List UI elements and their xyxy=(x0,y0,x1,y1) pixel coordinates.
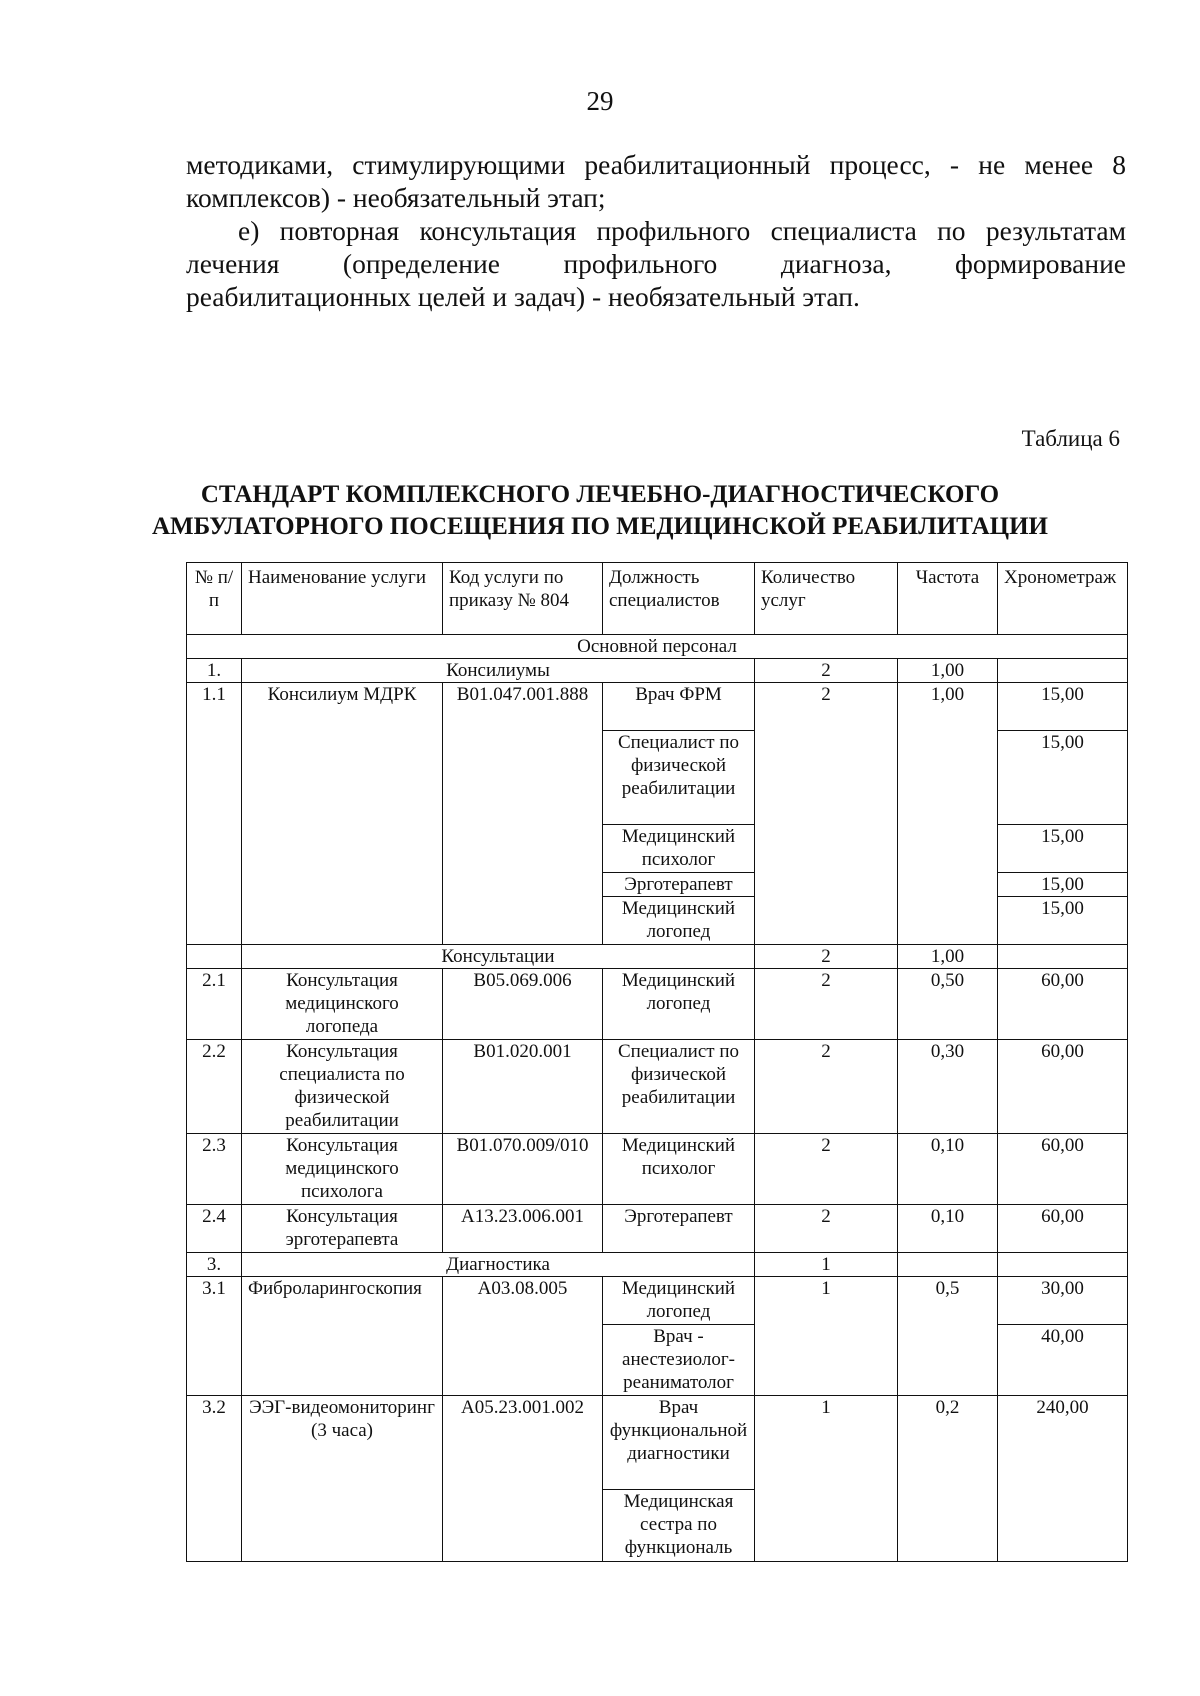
header-service-name: Наименование услуги xyxy=(242,563,443,635)
cell-position: Специалист по физической реабилитации xyxy=(603,1040,755,1134)
cell-frequency: 0,10 xyxy=(898,1205,998,1253)
cell-timing: 60,00 xyxy=(998,969,1128,1040)
paragraph-line: методиками, стимулирующими реабилитационный процесс, - не менее 8 xyxy=(186,149,1126,180)
header-num: № п/ п xyxy=(187,563,242,635)
cell-frequency: 0,50 xyxy=(898,969,998,1040)
cell-service-code: B01.070.009/010 xyxy=(443,1134,603,1205)
cell-group-name: Консультации xyxy=(242,945,755,969)
cell-quantity: 1 xyxy=(755,1396,898,1562)
cell-timing: 15,00 xyxy=(998,825,1128,873)
cell-service-name: Консультация специалиста по физической реабилитации xyxy=(242,1040,443,1134)
cell-frequency: 1,00 xyxy=(898,659,998,683)
paragraph-line: комплексов) - необязательный этап; xyxy=(186,182,606,213)
cell-quantity: 1 xyxy=(755,1253,898,1277)
title-line: СТАНДАРТ КОМПЛЕКСНОГО ЛЕЧЕБНО-ДИАГНОСТИЧЕСКОГО xyxy=(200,481,1000,508)
cell-position: Медицинская сестра по функциональ xyxy=(603,1490,755,1562)
cell-num: 2.4 xyxy=(187,1205,242,1253)
cell-service-code: A05.23.001.002 xyxy=(443,1396,603,1562)
cell-position: Медицинский логопед xyxy=(603,1277,755,1325)
table-row xyxy=(187,1277,1128,1325)
cell-timing: 15,00 xyxy=(998,731,1128,825)
cell-quantity: 2 xyxy=(755,969,898,1040)
cell-service-code: B01.020.001 xyxy=(443,1040,603,1134)
group-row xyxy=(187,1253,1128,1277)
cell-position: Врач функциональной диагностики xyxy=(603,1396,755,1490)
group-row xyxy=(187,945,1128,969)
header-position: Должность специалистов xyxy=(603,563,755,635)
cell-num: 2.1 xyxy=(187,969,242,1040)
paragraph-continuation xyxy=(186,148,1126,214)
cell-timing: 40,00 xyxy=(998,1325,1128,1396)
cell-num: 1.1 xyxy=(187,683,242,945)
paragraph-line: лечения (определение профильного диагноза, формирование xyxy=(186,248,1126,279)
cell-service-code: A03.08.005 xyxy=(443,1277,603,1396)
table-row xyxy=(187,1134,1128,1205)
cell-service-name: Консилиум МДРК xyxy=(242,683,443,945)
table-row xyxy=(187,1040,1128,1134)
document-title xyxy=(0,479,1200,543)
cell-quantity: 2 xyxy=(755,659,898,683)
paragraph-line: реабилитационных целей и задач) - необязательный этап. xyxy=(186,281,860,312)
cell-empty xyxy=(998,1253,1128,1277)
paragraph-line: е) повторная консультация профильного специалиста по результатам xyxy=(238,215,1126,246)
cell-frequency: 0,5 xyxy=(898,1277,998,1396)
group-row xyxy=(187,659,1128,683)
table-row xyxy=(187,1205,1128,1253)
cell-service-code: B05.069.006 xyxy=(443,969,603,1040)
cell-position: Медицинский психолог xyxy=(603,1134,755,1205)
table-row xyxy=(187,969,1128,1040)
cell-num: 2.2 xyxy=(187,1040,242,1134)
cell-frequency: 0,2 xyxy=(898,1396,998,1562)
cell-group-name: Консилиумы xyxy=(242,659,755,683)
cell-empty xyxy=(898,1253,998,1277)
cell-group-name: Диагностика xyxy=(242,1253,755,1277)
cell-service-name: Консультация медицинского логопеда xyxy=(242,969,443,1040)
cell-service-name: ЭЭГ-видеомониторинг (3 часа) xyxy=(242,1396,443,1562)
cell-service-name: Консультация медицинского психолога xyxy=(242,1134,443,1205)
cell-frequency: 1,00 xyxy=(898,945,998,969)
header-timing: Хронометраж xyxy=(998,563,1128,635)
cell-empty xyxy=(998,659,1128,683)
header-service-code: Код услуги по приказу № 804 xyxy=(443,563,603,635)
cell-position: Эрготерапевт xyxy=(603,873,755,897)
cell-service-name: Фиброларингоскопия xyxy=(242,1277,443,1396)
header-quantity: Количество услуг xyxy=(755,563,898,635)
title-line: АМБУЛАТОРНОГО ПОСЕЩЕНИЯ ПО МЕДИЦИНСКОЙ РЕАБИЛИТАЦИИ xyxy=(152,513,1048,540)
paragraph-item-e xyxy=(186,214,1126,313)
cell-quantity: 1 xyxy=(755,1277,898,1396)
cell-timing: 15,00 xyxy=(998,873,1128,897)
cell-num: 1. xyxy=(187,659,242,683)
cell-quantity: 2 xyxy=(755,683,898,945)
cell-quantity: 2 xyxy=(755,1205,898,1253)
cell-frequency: 1,00 xyxy=(898,683,998,945)
cell-timing: 15,00 xyxy=(998,683,1128,731)
cell-service-code: A13.23.006.001 xyxy=(443,1205,603,1253)
cell-service-name: Консультация эрготерапевта xyxy=(242,1205,443,1253)
header-frequency: Частота xyxy=(898,563,998,635)
cell-timing: 60,00 xyxy=(998,1134,1128,1205)
cell-num: 3. xyxy=(187,1253,242,1277)
cell-position: Медицинский логопед xyxy=(603,969,755,1040)
cell-empty xyxy=(187,945,242,969)
cell-num: 3.2 xyxy=(187,1396,242,1562)
cell-position: Врач ФРМ xyxy=(603,683,755,731)
section-main-staff: Основной персонал xyxy=(187,635,1128,659)
page-number: 29 xyxy=(586,86,614,116)
cell-timing: 60,00 xyxy=(998,1205,1128,1253)
cell-position: Врач - анестезиолог-реаниматолог xyxy=(603,1325,755,1396)
cell-position: Эрготерапевт xyxy=(603,1205,755,1253)
cell-position: Медицинский психолог xyxy=(603,825,755,873)
section-row xyxy=(187,635,1128,659)
cell-position: Специалист по физической реабилитации xyxy=(603,731,755,825)
cell-timing: 30,00 xyxy=(998,1277,1128,1325)
cell-position: Медицинский логопед xyxy=(603,897,755,945)
table-row xyxy=(187,683,1128,731)
table-caption: Таблица 6 xyxy=(1021,426,1120,451)
table-row xyxy=(187,1396,1128,1490)
cell-timing: 240,00 xyxy=(998,1396,1128,1562)
table-header-row xyxy=(187,563,1128,635)
cell-frequency: 0,30 xyxy=(898,1040,998,1134)
cell-timing: 15,00 xyxy=(998,897,1128,945)
cell-num: 3.1 xyxy=(187,1277,242,1396)
standard-table xyxy=(186,562,1128,1562)
cell-timing: 60,00 xyxy=(998,1040,1128,1134)
cell-empty xyxy=(998,945,1128,969)
cell-service-code: B01.047.001.888 xyxy=(443,683,603,945)
cell-num: 2.3 xyxy=(187,1134,242,1205)
cell-frequency: 0,10 xyxy=(898,1134,998,1205)
cell-quantity: 2 xyxy=(755,945,898,969)
cell-quantity: 2 xyxy=(755,1040,898,1134)
cell-quantity: 2 xyxy=(755,1134,898,1205)
